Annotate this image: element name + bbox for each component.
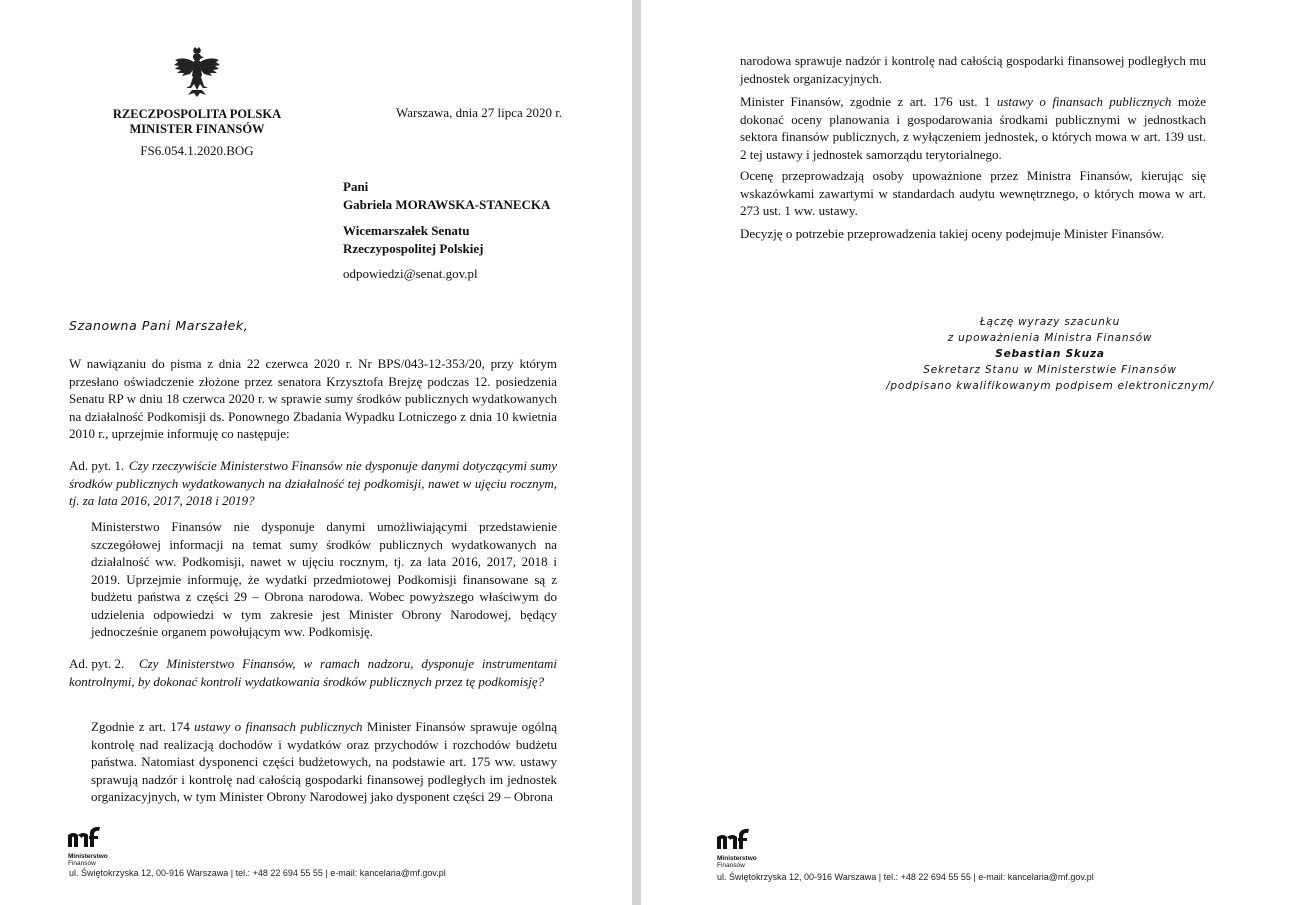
place-date: Warszawa, dnia 27 lipca 2020 r. bbox=[396, 105, 563, 120]
art-176-part-2: może dokonać oceny planowania i gospodarowania środkami publicznymi w jednostkach sektora finansów publicznych, z wyłączeniem jednostek, o których mowa w art. 139 ust. 2 tej ustawy i jednostek samorządu terytorialnego. bbox=[740, 94, 1206, 162]
issuer-ministry: MINISTER FINANSÓW bbox=[129, 122, 265, 136]
issuer-country: RZECZPOSPOLITA POLSKA bbox=[112, 107, 282, 121]
polish-eagle-emblem-icon bbox=[172, 46, 222, 98]
answer-2-law-name: ustawy o finansach publicznych bbox=[194, 719, 363, 734]
art-176-paragraph bbox=[740, 93, 1206, 163]
decision-paragraph: Decyzję o potrzebie przeprowadzenia takiej oceny podejmuje Minister Finansów. bbox=[740, 226, 1165, 241]
recipient-salutation: Pani bbox=[343, 179, 369, 194]
logo-2-line-1: Ministerstwo bbox=[717, 855, 757, 862]
letter-page-1 bbox=[0, 0, 632, 905]
footer-contact: ul. Świętokrzyska 12, 00-916 Warszawa | tel.: +48 22 694 55 55 | e-mail: kancelaria@mf.gov.pl bbox=[69, 868, 446, 878]
letter-page-2 bbox=[641, 0, 1300, 905]
recipient-title-1: Wicemarszałek Senatu bbox=[343, 223, 470, 238]
answer-2 bbox=[91, 718, 557, 806]
recipient-email: odpowiedzi@senat.gov.pl bbox=[343, 266, 478, 281]
ministry-logo bbox=[68, 826, 108, 867]
question-2-label: Ad. pyt. 2. bbox=[69, 656, 125, 671]
answer-2-part-1: Zgodnie z art. 174 bbox=[91, 719, 195, 734]
intro-paragraph: W nawiązaniu do pisma z dnia 22 czerwca 2020 r. Nr BPS/043-12-353/20, przy którym przesłano oświadczenie złożone przez senatora Krzysztofa Brejzę podczas 12. posiedzenia Senatu RP w dniu 18 czerwca 2020 r. w sprawie sumy środków publicznych wydatkowanych na działalność Podkomisji ds. Ponownego Zbadania Wypadku Lotniczego z dnia 10 kwietnia 2010 r., uprzejmie informuję co następuje: bbox=[69, 356, 557, 441]
art-176-law-name: ustawy o finansach publicznych bbox=[996, 94, 1172, 109]
signature-block bbox=[840, 314, 1260, 394]
signature-closing: Łączę wyrazy szacunku bbox=[979, 316, 1121, 328]
logo-text-2 bbox=[717, 855, 757, 869]
logo-text bbox=[68, 853, 108, 867]
answer-1: Ministerstwo Finansów nie dysponuje danymi umożliwiającymi przedstawienie szczegółowej informacji na temat sumy środków publicznych wydatkowanych na działalność ww. Podkomisji, nawet w ujęciu rocznym, tj. za lata 2016, 2017, 2018 i 2019. Uprzejmie informuję, że wydatki przedmiotowej Podkomisji finansowane są z budżetu państwa z części 29 – Obrona narodowa. Wobec powyższego właściwym do udzielenia odpowiedzi w tym zakresie jest Minister Obrony Narodowej, będący jednocześnie organem powołującym ww. Podkomisję. bbox=[91, 519, 557, 639]
greeting: Szanowna Pani Marszałek, bbox=[69, 318, 249, 333]
mf-logo-icon bbox=[68, 826, 102, 848]
ministry-logo-2 bbox=[717, 828, 757, 869]
signature-position: Sekretarz Stanu w Ministerstwie Finansów bbox=[923, 364, 1177, 376]
signature-authorization: z upoważnienia Ministra Finansów bbox=[947, 332, 1153, 344]
page-divider bbox=[632, 0, 641, 905]
issuer-block bbox=[90, 107, 304, 137]
signature-note: /podpisano kwalifikowanym podpisem elektronicznym/ bbox=[886, 380, 1214, 392]
reference-number: FS6.054.1.2020.BOG bbox=[140, 143, 254, 158]
recipient-title-2: Rzeczypospolitej Polskiej bbox=[343, 240, 484, 256]
signature-name: Sebastian Skuza bbox=[995, 348, 1105, 360]
logo-2-line-2: Finansów bbox=[717, 862, 745, 869]
art-176-part-1: Minister Finansów, zgodnie z art. 176 ust. 1 bbox=[740, 94, 997, 109]
footer-contact-2: ul. Świętokrzyska 12, 00-916 Warszawa | tel.: +48 22 694 55 55 | e-mail: kancelaria@mf.gov.pl bbox=[717, 872, 1094, 882]
audit-paragraph: Ocenę przeprowadzają osoby upoważnione przez Ministra Finansów, kierując się wskazówkami zawartymi w standardach audytu wewnętrznego, o których mowa w art. 273 ust. 1 ww. ustawy. bbox=[740, 168, 1206, 218]
question-2-text: Czy Ministerstwo Finansów, w ramach nadzoru, dysponuje instrumentami kontrolnymi, by dokonać kontroli wydatkowania środków publicznych przez tę podkomisję? bbox=[69, 656, 557, 689]
recipient-name: Gabriela MORAWSKA-STANECKA bbox=[343, 196, 551, 212]
mf-logo-icon bbox=[717, 828, 751, 850]
logo-line-1: Ministerstwo bbox=[68, 853, 108, 860]
question-1-text: Czy rzeczywiście Ministerstwo Finansów nie dysponuje danymi dotyczącymi sumy środków publicznych wydatkowanych na działalność tej podkomisji, nawet w ujęciu rocznym, tj. za lata 2016, 2017, 2018 i 2019? bbox=[69, 458, 557, 508]
question-1-label: Ad. pyt. 1. bbox=[69, 458, 125, 473]
logo-line-2: Finansów bbox=[68, 860, 96, 867]
recipient-block bbox=[343, 178, 603, 283]
continuation-paragraph: narodowa sprawuje nadzór i kontrolę nad całością gospodarki finansowej podległych mu jednostek organizacyjnych. bbox=[740, 53, 1206, 86]
answer-2-part-2: Minister Finansów sprawuje ogólną kontrolę nad realizacją dochodów i wydatków oraz przychodów i rozchodów budżetu państwa. Natomiast dysponenci części budżetowych, na podstawie art. 175 ww. ustawy sprawują nadzór i kontrolę nad całością gospodarki finansowej podległych im jednostek organizacyjnych, w tym Minister Obrony Narodowej jako dysponent części 29 – Obrona bbox=[91, 719, 557, 804]
